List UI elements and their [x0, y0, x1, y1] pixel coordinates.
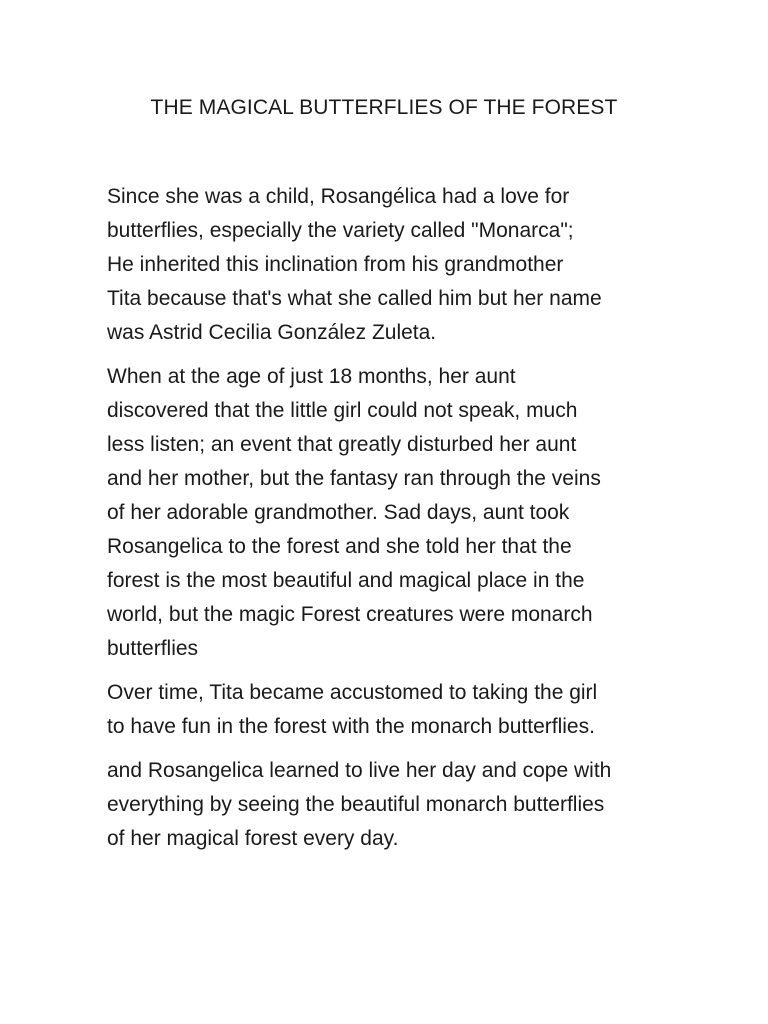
paragraph-line: butterflies [107, 637, 199, 660]
paragraph-line: forest is the most beautiful and magical place in the [107, 569, 585, 592]
paragraph-line: Over time, Tita became accustomed to taking the girl [107, 681, 598, 704]
paragraph-line: and her mother, but the fantasy ran through the veins [107, 467, 601, 490]
document-body [107, 180, 687, 866]
paragraph-line: to have fun in the forest with the monarch butterflies. [107, 715, 595, 738]
paragraph-line: less listen; an event that greatly disturbed her aunt [107, 433, 577, 456]
paragraph-line: world, but the magic Forest creatures were monarch [107, 603, 593, 626]
paragraph-1 [107, 180, 687, 350]
paragraph-line: He inherited this inclination from his grandmother [107, 253, 564, 276]
paragraph-line: discovered that the little girl could not speak, much [107, 399, 578, 422]
paragraph-line: Tita because that's what she called him but her name [107, 287, 602, 310]
paragraph-3 [107, 676, 687, 744]
paragraph-4 [107, 754, 687, 856]
paragraph-line: Since she was a child, Rosangélica had a love for [107, 185, 570, 208]
paragraph-line: was Astrid Cecilia González Zuleta. [107, 321, 437, 344]
paragraph-line: of her magical forest every day. [107, 827, 399, 850]
paragraph-line: Rosangelica to the forest and she told her that the [107, 535, 572, 558]
paragraph-line: of her adorable grandmother. Sad days, aunt took [107, 501, 570, 524]
paragraph-line: butterflies, especially the variety called "Monarca"; [107, 219, 574, 242]
document-title: THE MAGICAL BUTTERFLIES OF THE FOREST [150, 96, 618, 119]
paragraph-line: When at the age of just 18 months, her aunt [107, 365, 516, 388]
paragraph-line: everything by seeing the beautiful monarch butterflies [107, 793, 605, 816]
paragraph-line: and Rosangelica learned to live her day and cope with [107, 759, 612, 782]
paragraph-2 [107, 360, 687, 666]
